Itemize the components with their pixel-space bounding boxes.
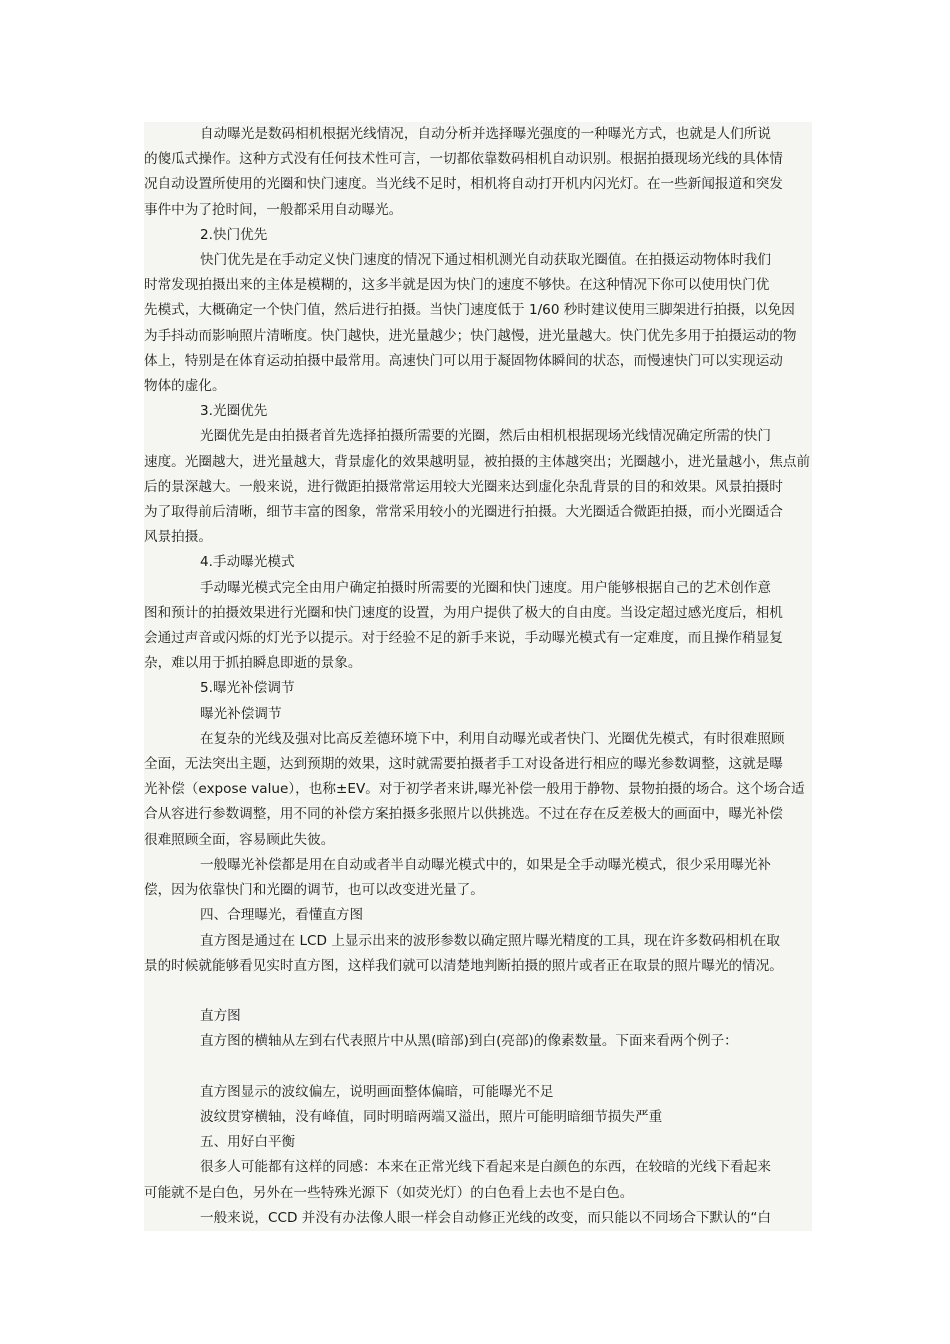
text-line: 直方图是通过在 LCD 上显示出来的波形参数以确定照片曝光精度的工具，现在许多数码相机在取 xyxy=(200,932,780,949)
text-line: 的傻瓜式操作。这种方式没有任何技术性可言，一切都依靠数码相机自动识别。根据拍摄现场光线的具体情 xyxy=(144,151,783,168)
text-line: 直方图 xyxy=(200,1008,241,1025)
text-line: 先模式，大概确定一个快门值，然后进行拍摄。当快门速度低于 1/60 秒时建议使用三脚架进行拍摄，以免因 xyxy=(144,302,795,319)
text-line: 风景拍摄。 xyxy=(144,529,212,546)
text-line: 偿，因为依靠快门和光圈的调节，也可以改变进光量了。 xyxy=(144,882,484,899)
text-line: 合从容进行参数调整，用不同的补偿方案拍摄多张照片以供挑选。不过在存在反差极大的画面中，曝光补偿 xyxy=(144,806,783,823)
text-line: 为了取得前后清晰，细节丰富的图象，常常采用较小的光圈进行拍摄。大光圈适合微距拍摄，而小光圈适合 xyxy=(144,504,783,521)
text-line: 4.手动曝光模式 xyxy=(200,554,295,571)
blank-line xyxy=(144,979,812,1004)
blank-line xyxy=(144,1055,812,1080)
text-line: 全面，无法突出主题，达到预期的效果，这时就需要拍摄者手工对设备进行相应的曝光参数调整，这就是曝 xyxy=(144,756,783,773)
text-line: 波纹贯穿横轴，没有峰值，同时明暗两端又溢出，照片可能明暗细节损失严重 xyxy=(200,1108,663,1125)
text-line: 事件中为了抢时间，一般都采用自动曝光。 xyxy=(144,201,403,218)
text-line: 在复杂的光线及强对比高反差德环境下中，利用自动曝光或者快门、光圈优先模式，有时很难照顾 xyxy=(200,730,785,747)
text-line: 直方图显示的波纹偏左，说明画面整体偏暗，可能曝光不足 xyxy=(200,1083,554,1100)
text-line: 5.曝光补偿调节 xyxy=(200,680,295,697)
text-line: 很难照顾全面，容易顾此失彼。 xyxy=(144,831,335,848)
text-line: 可能就不是白色，另外在一些特殊光源下（如荧光灯）的白色看上去也不是白色。 xyxy=(144,1184,634,1201)
text-line: 自动曝光是数码相机根据光线情况，自动分析并选择曝光强度的一种曝光方式，也就是人们所说 xyxy=(200,126,771,142)
text-line: 景的时候就能够看见实时直方图，这样我们就可以清楚地判断拍摄的照片或者正在取景的照片曝光的情况。 xyxy=(144,957,783,974)
text-line: 图和预计的拍摄效果进行光圈和快门速度的设置，为用户提供了极大的自由度。当设定超过感光度后，相机 xyxy=(144,604,783,621)
text-line: 会通过声音或闪烁的灯光予以提示。对于经验不足的新手来说，手动曝光模式有一定难度，而且操作稍显复 xyxy=(144,630,783,647)
text-line: 2.快门优先 xyxy=(200,226,268,243)
document-body xyxy=(144,122,812,1231)
text-line: 一般曝光补偿都是用在自动或者半自动曝光模式中的，如果是全手动曝光模式，很少采用曝光补 xyxy=(200,856,771,873)
text-line: 一般来说，CCD 并没有办法像人眼一样会自动修正光线的改变，而只能以不同场合下默认的“白 xyxy=(200,1209,771,1226)
text-line: 杂，难以用于抓拍瞬息即逝的景象。 xyxy=(144,655,362,672)
text-line: 体上，特别是在体育运动拍摄中最常用。高速快门可以用于凝固物体瞬间的状态，而慢速快门可以实现运动 xyxy=(144,352,783,369)
text-line: 后的景深越大。一般来说，进行微距拍摄常常运用较大光圈来达到虚化杂乱背景的目的和效果。风景拍摄时 xyxy=(144,478,783,495)
text-line: 物体的虚化。 xyxy=(144,378,226,395)
text-line: 曝光补偿调节 xyxy=(200,705,282,722)
text-line: 很多人可能都有这样的同感：本来在正常光线下看起来是白颜色的东西，在较暗的光线下看起来 xyxy=(200,1159,771,1176)
text-line: 时常发现拍摄出来的主体是模糊的，这多半就是因为快门的速度不够快。在这种情况下你可以使用快门优 xyxy=(144,277,770,294)
text-line: 为手抖动而影响照片清晰度。快门越快，进光量越少；快门越慢，进光量越大。快门优先多用于拍摄运动的物 xyxy=(144,327,797,344)
text-line: 四、合理曝光，看懂直方图 xyxy=(200,907,364,924)
text-line: 快门优先是在手动定义快门速度的情况下通过相机测光自动获取光圈值。在拍摄运动物体时我们 xyxy=(200,252,771,269)
text-line: 直方图的横轴从左到右代表照片中从黑(暗部)到白(亮部)的像素数量。下面来看两个例子： xyxy=(200,1033,738,1050)
text-line: 3.光圈优先 xyxy=(200,403,268,420)
text-line: 光圈优先是由拍摄者首先选择拍摄所需要的光圈，然后由相机根据现场光线情况确定所需的快门 xyxy=(200,428,771,445)
text-line: 光补偿（expose value），也称±EV。对于初学者来讲,曝光补偿一般用于静物、景物拍摄的场合。这个场合适 xyxy=(144,781,805,798)
text-line: 五、用好白平衡 xyxy=(200,1134,296,1151)
text-line: 速度。光圈越大，进光量越大，背景虚化的效果越明显，被拍摄的主体越突出；光圈越小，进光量越小，焦点前 xyxy=(144,453,811,470)
text-line: 手动曝光模式完全由用户确定拍摄时所需要的光圈和快门速度。用户能够根据自己的艺术创作意 xyxy=(200,579,771,596)
text-line: 况自动设置所使用的光圈和快门速度。当光线不足时，相机将自动打开机内闪光灯。在一些新闻报道和突发 xyxy=(144,176,783,193)
